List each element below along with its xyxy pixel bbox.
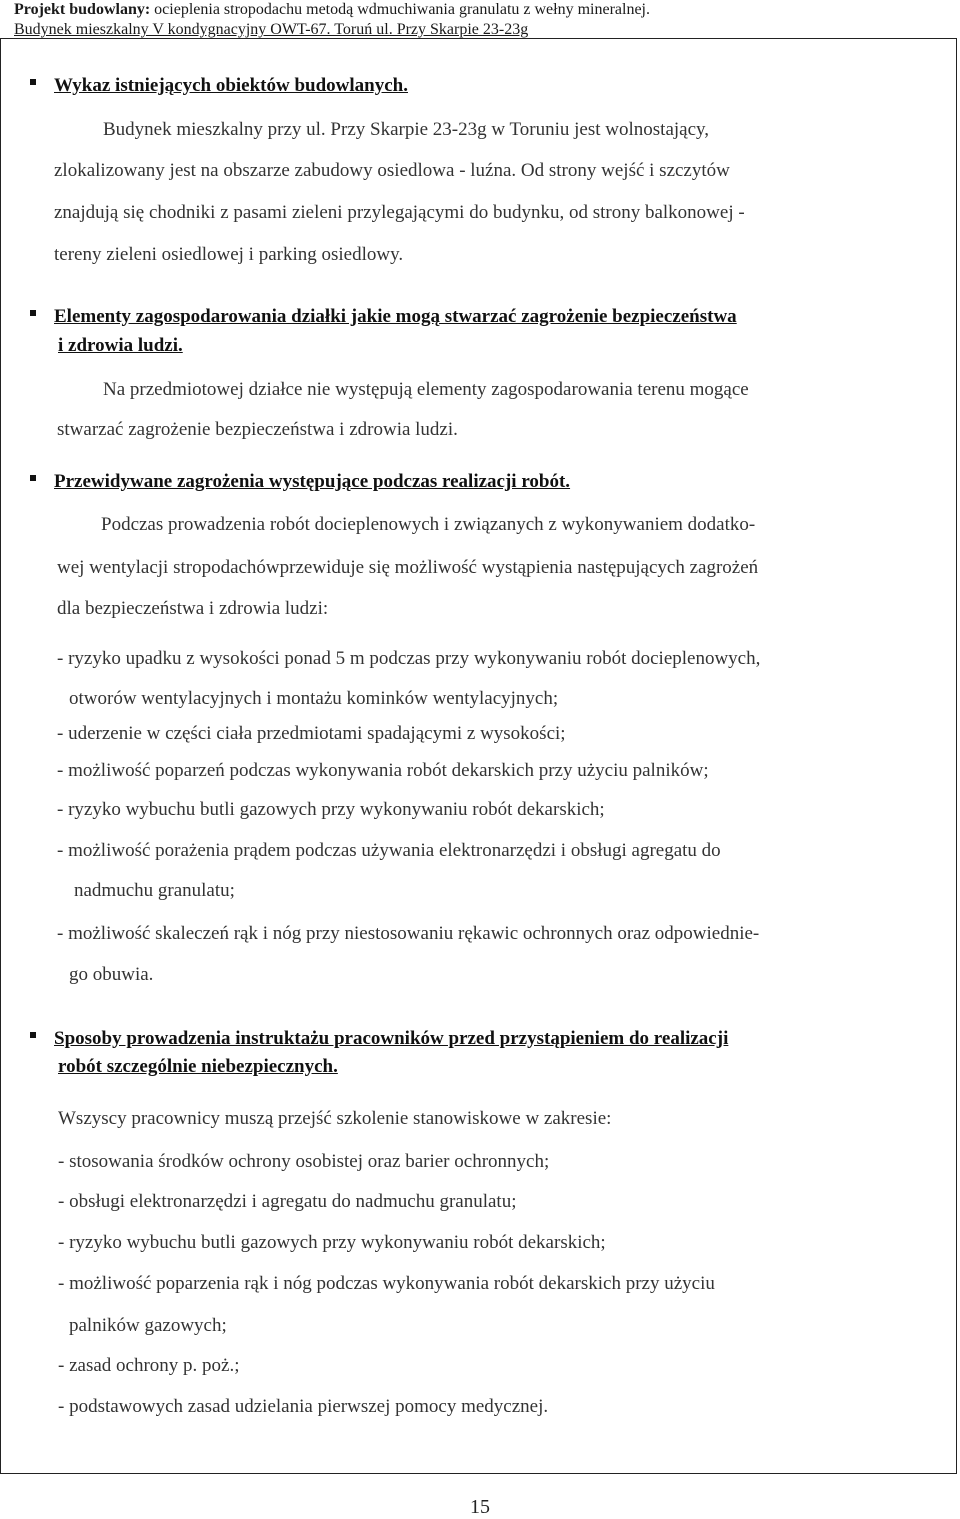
- paragraph-line: zlokalizowany jest na obszarze zabudowy osiedlowa - luźna. Od strony wejść i szczytów: [54, 160, 730, 181]
- bullet-icon: [30, 310, 36, 316]
- paragraph-line: stwarzać zagrożenie bezpieczeństwa i zdrowia ludzi.: [57, 419, 458, 440]
- header-project-title: ocieplenia stropodachu metodą wdmuchiwania granulatu z wełny mineralnej.: [150, 1, 650, 18]
- section-heading: Przewidywane zagrożenia występujące podczas realizacji robót.: [54, 471, 571, 492]
- paragraph-line: Budynek mieszkalny przy ul. Przy Skarpie 23-23g w Toruniu jest wolnostający,: [103, 119, 710, 140]
- paragraph-line: znajdują się chodniki z pasami zieleni przylegającymi do budynku, od strony balkonowej -: [54, 202, 745, 223]
- section-heading: Elementy zagospodarowania działki jakie mogą stwarzać zagrożenie bezpieczeństwa: [54, 306, 737, 327]
- section-heading: Wykaz istniejących obiektów budowlanych.: [54, 75, 408, 96]
- header-label: Projekt budowlany:: [14, 1, 151, 18]
- header-line-1: [14, 0, 944, 20]
- list-item: palników gazowych;: [69, 1315, 227, 1336]
- list-item: - możliwość skaleczeń rąk i nóg przy niestosowaniu rękawic ochronnych oraz odpowiednie-: [57, 923, 760, 944]
- header-line-2: Budynek mieszkalny V kondygnacyjny OWT-67. Toruń ul. Przy Skarpie 23-23g: [14, 21, 529, 38]
- section-heading: Sposoby prowadzenia instruktażu pracowników przed przystąpieniem do realizacji: [54, 1028, 729, 1049]
- list-item: - stosowania środków ochrony osobistej oraz barier ochronnych;: [58, 1151, 550, 1172]
- list-item: - ryzyko upadku z wysokości ponad 5 m podczas przy wykonywaniu robót docieplenowych,: [57, 648, 761, 669]
- list-item: - podstawowych zasad udzielania pierwszej pomocy medycznej.: [58, 1396, 549, 1417]
- section-heading: robót szczególnie niebezpiecznych.: [58, 1056, 338, 1077]
- page-number: 15: [470, 1496, 490, 1518]
- bullet-icon: [30, 1032, 36, 1038]
- list-item: - obsługi elektronarzędzi i agregatu do nadmuchu granulatu;: [58, 1191, 517, 1212]
- bullet-icon: [30, 79, 36, 85]
- list-item: otworów wentylacyjnych i montażu kominków wentylacyjnych;: [69, 688, 559, 709]
- list-item: - ryzyko wybuchu butli gazowych przy wykonywaniu robót dekarskich;: [58, 1232, 606, 1253]
- paragraph-line: dla bezpieczeństwa i zdrowia ludzi:: [57, 598, 329, 619]
- list-item: - zasad ochrony p. poż.;: [58, 1355, 240, 1376]
- list-item: - możliwość porażenia prądem podczas używania elektronarzędzi i obsługi agregatu do: [57, 840, 721, 861]
- paragraph-line: Wszyscy pracownicy muszą przejść szkolenie stanowiskowe w zakresie:: [58, 1108, 612, 1129]
- list-item: go obuwia.: [69, 964, 154, 985]
- section-heading: i zdrowia ludzi.: [58, 335, 183, 356]
- list-item: nadmuchu granulatu;: [74, 880, 235, 901]
- list-item: - ryzyko wybuchu butli gazowych przy wykonywaniu robót dekarskich;: [57, 799, 605, 820]
- paragraph-line: tereny zieleni osiedlowej i parking osiedlowy.: [54, 244, 404, 265]
- page-header: [14, 0, 944, 40]
- bullet-icon: [30, 475, 36, 481]
- list-item: - uderzenie w części ciała przedmiotami spadającymi z wysokości;: [57, 723, 566, 744]
- list-item: - możliwość poparzenia rąk i nóg podczas wykonywania robót dekarskich przy użyciu: [58, 1273, 715, 1294]
- paragraph-line: Na przedmiotowej działce nie występują elementy zagospodarowania terenu mogące: [103, 379, 749, 400]
- paragraph-line: Podczas prowadzenia robót docieplenowych i związanych z wykonywaniem dodatko-: [101, 514, 756, 535]
- paragraph-line: wej wentylacji stropodachówprzewiduje się możliwość wystąpienia następujących zagrożeń: [57, 557, 759, 578]
- list-item: - możliwość poparzeń podczas wykonywania robót dekarskich przy użyciu palników;: [57, 760, 709, 781]
